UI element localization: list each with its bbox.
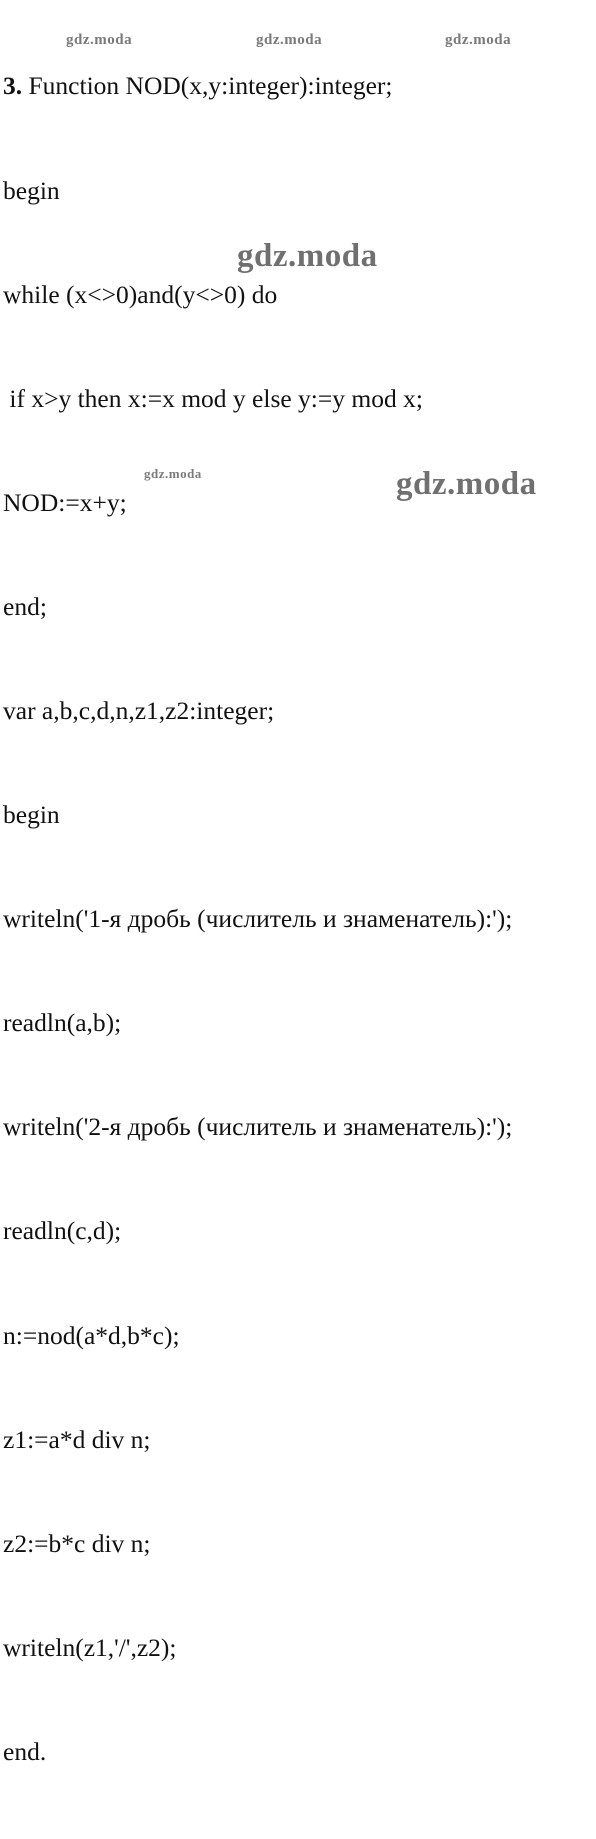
code-line-9: writeln('1-я дробь (числитель и знаменатель):'); <box>3 904 513 934</box>
watermark-text: gdz.moda <box>66 32 133 48</box>
code-line-16: writeln(z1,'/',z2); <box>3 1632 177 1662</box>
code-line-7: var a,b,c,d,n,z1,z2:integer; <box>3 695 275 725</box>
code-line-13: n:=nod(a*d,b*c); <box>3 1320 180 1350</box>
code-line-12: readln(c,d); <box>3 1216 122 1246</box>
code-line-5: NOD:=x+y; <box>3 487 127 517</box>
function-header: Function NOD(x,y:integer):integer; <box>22 71 393 101</box>
watermark-text: gdz.moda <box>237 238 378 274</box>
code-line-6: end; <box>3 591 47 621</box>
code-line-10: readln(a,b); <box>3 1008 122 1038</box>
watermark-text: gdz.moda <box>144 466 202 481</box>
code-line-17: end. <box>3 1736 47 1766</box>
watermark-text: gdz.moda <box>396 466 537 502</box>
code-line-14: z1:=a*d div n; <box>3 1424 151 1454</box>
code-line-8: begin <box>3 800 60 830</box>
task-number: 3. <box>3 71 23 101</box>
code-line-1 <box>3 69 512 104</box>
code-line-15: z2:=b*c div n; <box>3 1528 151 1558</box>
code-line-2: begin <box>3 175 60 205</box>
code-line-11: writeln('2-я дробь (числитель и знаменатель):'); <box>3 1112 513 1142</box>
code-line-3: while (x<>0)and(y<>0) do <box>3 279 278 309</box>
code-line-4: if x>y then x:=x mod y else y:=y mod x; <box>3 383 423 413</box>
pascal-code <box>3 0 512 1839</box>
watermark-text: gdz.moda <box>445 32 512 48</box>
watermark-text: gdz.moda <box>256 32 323 48</box>
